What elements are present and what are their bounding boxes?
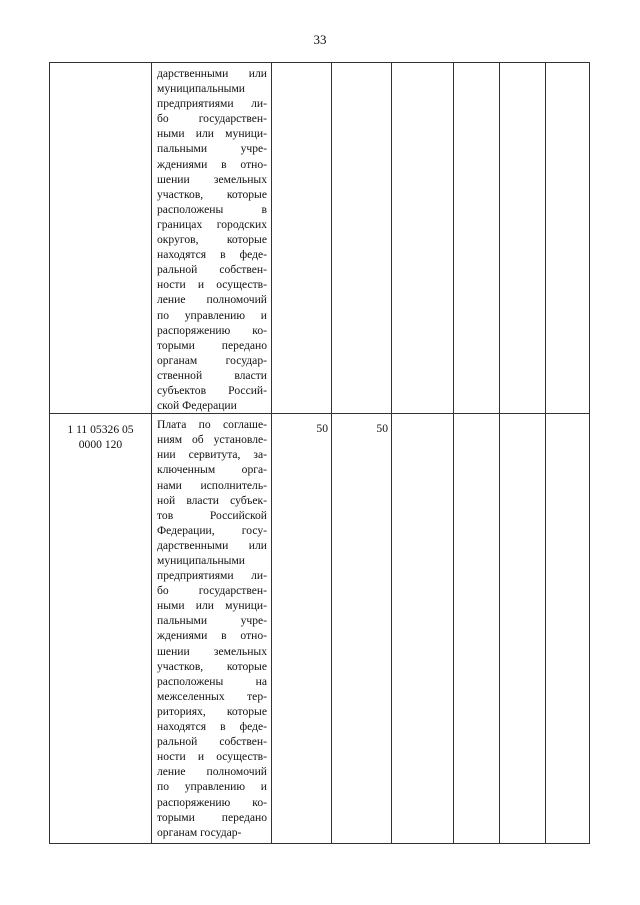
empty-cell <box>454 414 500 844</box>
empty-cell <box>546 414 590 844</box>
description-line: Федерации, госу- <box>157 523 267 537</box>
empty-cell <box>392 63 454 414</box>
value-cell <box>272 63 332 414</box>
description-line: ральной собствен- <box>157 735 267 749</box>
value-cell: 50 <box>272 414 332 844</box>
empty-cell <box>454 63 500 414</box>
description-line: риториях, которые <box>157 704 267 718</box>
code-line: 1 11 05326 05 <box>67 423 134 437</box>
description-line: муниципальными <box>157 82 246 96</box>
description-line: ности и осуществ- <box>157 278 267 292</box>
description-line: ными или муници- <box>157 127 267 141</box>
description-line: органам государ- <box>157 353 267 367</box>
description-line: ление полномочий <box>157 765 267 779</box>
description-line: ральной собствен- <box>157 263 267 277</box>
description-line: органам государ- <box>157 825 242 839</box>
description-line: бо государствен- <box>157 112 267 126</box>
description-line: пальными учре- <box>157 614 267 628</box>
description-line: тов Российской <box>157 508 267 522</box>
table-row <box>50 414 590 844</box>
description-line: межселенных тер- <box>157 689 267 703</box>
code-line: 0000 120 <box>78 438 123 452</box>
description-line: по управлению и <box>157 308 267 322</box>
description-line: по управлению и <box>157 780 267 794</box>
description-line: субъектов Россий- <box>157 383 267 397</box>
description-line: ждениями в отно- <box>157 157 267 171</box>
empty-cell <box>392 414 454 844</box>
table-row <box>50 63 590 414</box>
code-cell <box>50 414 152 844</box>
description-line: пальными учре- <box>157 142 267 156</box>
description-cell <box>152 63 272 414</box>
description-line: ление полномочий <box>157 293 267 307</box>
description-line: участков, которые <box>157 659 267 673</box>
description-line: находятся в феде- <box>157 720 267 734</box>
description-line: Плата по соглаше- <box>157 418 267 432</box>
description-line: находятся в феде- <box>157 248 267 262</box>
description-line: ной власти субъек- <box>157 493 267 507</box>
description-line: ждениями в отно- <box>157 629 267 643</box>
description-line: расположены на <box>157 674 267 688</box>
description-line: шении земельных <box>157 172 267 186</box>
description-line: нии сервитута, за- <box>157 448 267 462</box>
description-line: участков, которые <box>157 187 267 201</box>
budget-table <box>49 62 590 844</box>
description-line: бо государствен- <box>157 584 267 598</box>
description-line: муниципальными <box>157 554 246 567</box>
empty-cell <box>500 414 546 844</box>
description-line: ключенным орга- <box>157 463 267 477</box>
description-line: дарственными или <box>157 67 267 80</box>
description-line: распоряжению ко- <box>157 795 267 809</box>
description-line: ности и осуществ- <box>157 750 267 764</box>
page-number: 33 <box>313 32 327 47</box>
description-line: торыми передано <box>157 810 267 824</box>
description-line: предприятиями ли- <box>157 97 267 111</box>
description-line: границах городских <box>157 217 267 231</box>
description-cell <box>152 414 272 844</box>
description-line: ниям об установле- <box>157 433 267 447</box>
description-line: шении земельных <box>157 644 267 658</box>
code-cell <box>50 63 152 414</box>
description-line: распоряжению ко- <box>157 323 267 337</box>
empty-cell <box>546 63 590 414</box>
description-line: торыми передано <box>157 338 267 352</box>
description-line: нами исполнитель- <box>157 478 267 492</box>
description-line: ственной власти <box>157 368 267 382</box>
value-cell <box>332 63 392 414</box>
description-line: предприятиями ли- <box>157 569 267 583</box>
description-line: округов, которые <box>157 233 267 247</box>
empty-cell <box>500 63 546 414</box>
description-line: ными или муници- <box>157 599 267 613</box>
description-line: дарственными или <box>157 538 267 552</box>
description-line: расположены в <box>157 202 267 216</box>
description-line: ской Федерации <box>157 399 237 413</box>
value-cell: 50 <box>332 414 392 844</box>
